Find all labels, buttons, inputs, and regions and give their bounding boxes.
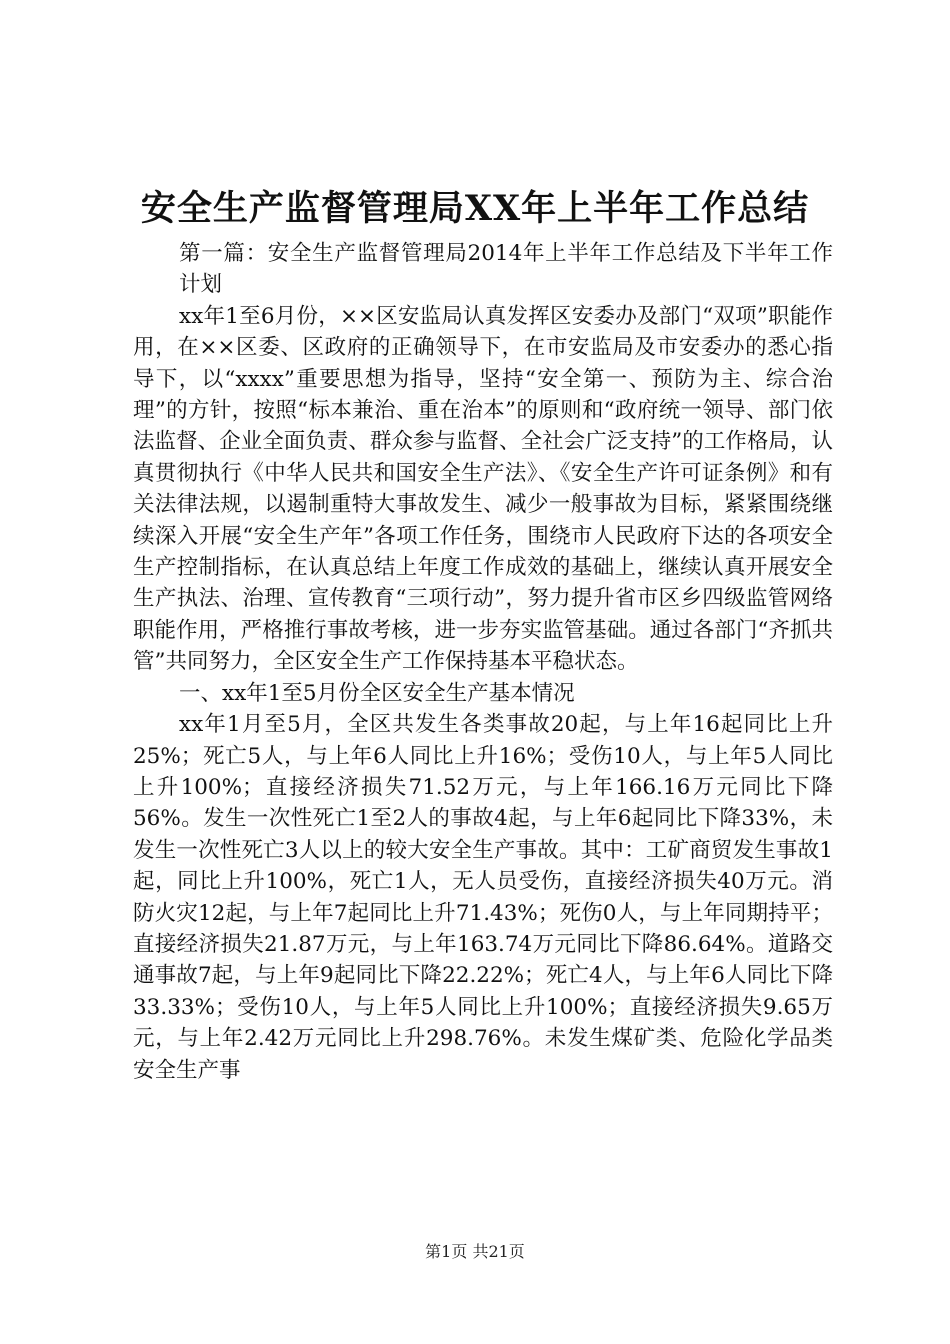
document-title: 安全生产监督管理局XX年上半年工作总结 bbox=[140, 188, 810, 229]
body-paragraph: xx年1月至5月，全区共发生各类事故20起，与上年16起同比上升25%；死亡5人，与上年6人同比上升16%；受伤10人，与上年5人同比上升100%；直接经济损失71.52万元，与上年166.16万元同比下降56%。发生一次性死亡1至2人的事故4起，与上年6起同比下降33%，未发生一次性死亡3人以上的较大安全生产事故。其中：工矿商贸发生事故1起，同比上升100%，死亡1人，无人员受伤，直接经济损失40万元。消防火灾12起，与上年7起同比上升71.43%；死伤0人，与上年同期持平；直接经济损失21.87万元，与上年163.74万元同比下降86.64%。道路交通事故7起，与上年9起同比下降22.22%；死亡4人，与上年6人同比下降33.33%；受伤10人，与上年5人同比上升100%；直接经济损失9.65万元，与上年2.42万元同比上升298.76%。未发生煤矿类、危险化学品类安全生产事 bbox=[133, 712, 833, 1083]
section-heading: 一、xx年1至5月份全区安全生产基本情况 bbox=[179, 680, 575, 706]
page-number: 第1页 共21页 bbox=[425, 1242, 525, 1261]
document-body bbox=[133, 238, 833, 1086]
body-paragraph: xx年1至6月份，××区安监局认真发挥区安委办及部门“双项”职能作用，在××区委、区政府的正确领导下，在市安监局及市安委办的悉心指导下，以“xxxx”重要思想为指导，坚持“安全第一、预防为主、综合治理”的方针，按照“标本兼治、重在治本”的原则和“政府统一领导、部门依法监督、企业全面负责、群众参与监督、全社会广泛支持”的工作格局，认真贯彻执行《中华人民共和国安全生产法》、《安全生产许可证条例》和有关法律法规，以遏制重特大事故发生、减少一般事故为目标，紧紧围绕继续深入开展“安全生产年”各项工作任务，围绕市人民政府下达的各项安全生产控制指标，在认真总结上年度工作成效的基础上，继续认真开展安全生产执法、治理、宣传教育“三项行动”，努力提升省市区乡四级监管网络职能作用，严格推行事故考核，进一步夯实监管基础。通过各部门“齐抓共管”共同努力，全区安全生产工作保持基本平稳状态。 bbox=[133, 303, 833, 675]
document-subtitle: 第一篇：安全生产监督管理局2014年上半年工作总结及下半年工作计划 bbox=[179, 241, 833, 298]
